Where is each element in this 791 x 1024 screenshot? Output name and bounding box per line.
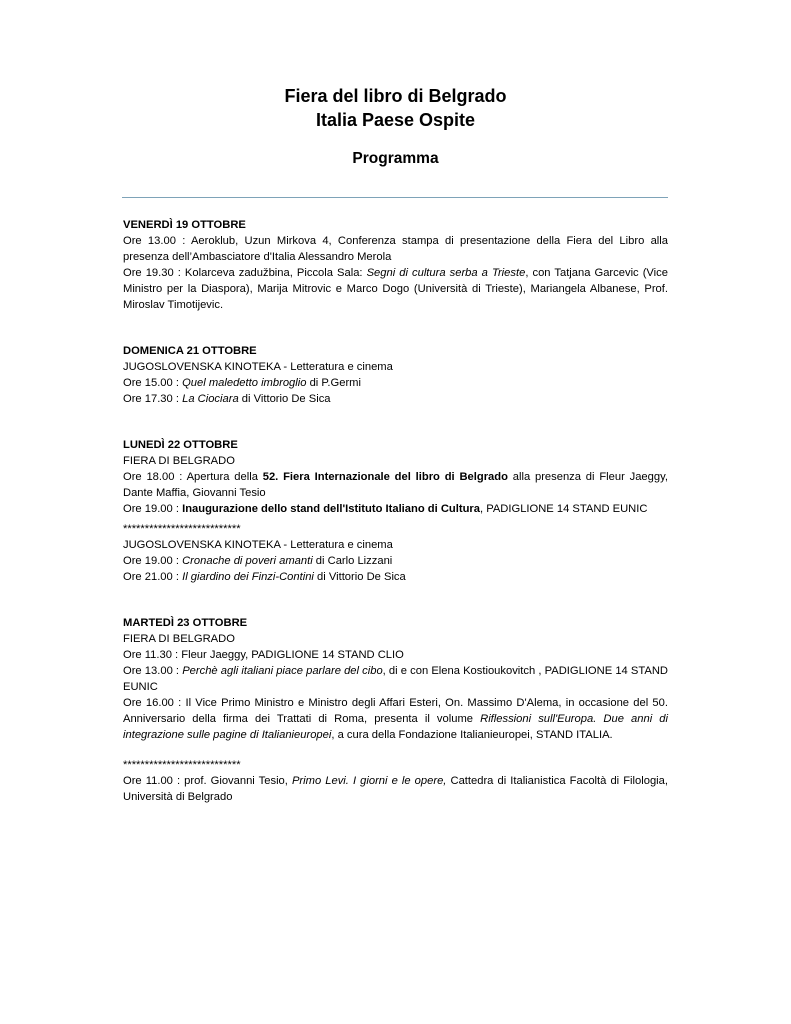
event-text: , PADIGLIONE 14 STAND EUNIC <box>480 503 648 515</box>
document-title-line-2: Italia Paese Ospite <box>315 110 476 130</box>
venue-label: FIERA DI BELGRADO <box>123 633 235 645</box>
day-heading: VENERDÌ 19 OTTOBRE <box>123 219 246 231</box>
day-heading: DOMENICA 21 OTTOBRE <box>123 345 257 357</box>
event-time: Ore 11.30 : <box>123 649 179 661</box>
event-entry <box>123 501 668 517</box>
event-time: Ore 19.30 : <box>123 267 181 279</box>
asterisk-divider: *************************** <box>123 523 241 535</box>
venue-label: FIERA DI BELGRADO <box>123 455 235 467</box>
event-title: Riflessioni sull'Europa. Due anni di integrazione sulle pagine di Italianieuropei <box>123 713 669 741</box>
day-section-venerdi <box>123 217 668 313</box>
event-time: Ore 17.30 : <box>123 393 183 405</box>
event-entry <box>123 695 668 743</box>
event-title: La Ciociara <box>182 393 239 405</box>
asterisk-divider: *************************** <box>123 759 241 771</box>
event-highlight: Inaugurazione dello stand dell'Istituto Italiano di Cultura <box>182 503 480 515</box>
event-text: , a cura della Fondazione Italianieuropei, STAND ITALIA. <box>331 729 613 741</box>
venue-label: JUGOSLOVENSKA KINOTEKA - Letteratura e cinema <box>123 361 393 373</box>
event-time: Ore 18.00 : <box>123 471 183 483</box>
event-highlight: 52. Fiera Internazionale del libro di Belgrado <box>262 471 508 483</box>
event-text: Fleur Jaeggy, PADIGLIONE 14 STAND CLIO <box>178 649 404 661</box>
event-text: di Vittorio De Sica <box>238 393 331 405</box>
event-text: Il Vice Primo Ministro e Ministro degli Affari Esteri, On. Massimo D'Alema, in occasione del 50. Anniversario della firma dei Trattati di Roma, presenta il volume <box>123 697 668 725</box>
event-entry <box>123 553 668 569</box>
event-time: Ore 11.00 : <box>123 775 181 787</box>
event-title: Primo Levi. I giorni e le opere, <box>291 775 447 787</box>
event-time: Ore 16.00 : <box>123 697 182 709</box>
event-text: Aeroklub, Uzun Mirkova 4, Conferenza stampa di presentazione della Fiera del Libro alla presenza dell’Ambasciatore d'Italia Alessandro Merola <box>123 235 668 263</box>
document-subtitle: Programma <box>352 150 439 167</box>
day-section-martedi <box>123 615 668 805</box>
event-entry <box>123 469 668 501</box>
event-text: Cattedra di Italianistica Facoltà di Filologia, Università di Belgrado <box>123 775 668 803</box>
event-entry <box>123 773 668 805</box>
day-heading: LUNEDÌ 22 OTTOBRE <box>123 439 238 451</box>
day-section-lunedi <box>123 437 668 585</box>
event-text: , di e con Elena Kostioukovitch , PADIGLIONE 14 STAND EUNIC <box>123 665 668 693</box>
event-text: di Vittorio De Sica <box>313 571 406 583</box>
event-entry <box>123 265 668 313</box>
event-entry <box>123 569 668 585</box>
event-text: prof. Giovanni Tesio, <box>180 775 292 787</box>
event-title: Quel maledetto imbroglio <box>182 377 307 389</box>
event-text: alla presenza di Fleur Jaeggy, Dante Maffia, Giovanni Tesio <box>123 471 668 499</box>
header-divider <box>122 197 668 198</box>
event-title: Segni di cultura serba a Trieste <box>366 267 526 279</box>
event-title: Cronache di poveri amanti <box>182 555 313 567</box>
event-time: Ore 13.00 : <box>123 235 186 247</box>
day-section-domenica <box>123 343 668 407</box>
event-text: Kolarceva zadužbina, Piccola Sala: <box>180 267 367 279</box>
event-entry <box>123 663 668 695</box>
programme-content <box>123 217 668 805</box>
event-text: di Carlo Lizzani <box>312 555 393 567</box>
event-title: Il giardino dei Finzi-Contini <box>182 571 314 583</box>
event-text: , con Tatjana Garcevic (Vice Ministro per la Diaspora), Marija Mitrovic e Marco Dogo (Università di Trieste), Mariangela Albanese, Prof. Miroslav Timotijevic. <box>123 267 668 311</box>
event-entry <box>123 233 668 265</box>
document-title: Fiera del libro di Belgrado <box>284 86 507 106</box>
event-text: di P.Germi <box>306 377 361 389</box>
event-title: Perchè agli italiani piace parlare del cibo <box>182 665 383 677</box>
event-entry <box>123 391 668 407</box>
event-time: Ore 13.00 : <box>123 665 183 677</box>
event-entry <box>123 375 668 391</box>
event-time: Ore 21.00 : <box>123 571 183 583</box>
event-entry <box>123 647 668 663</box>
event-time: Ore 15.00 : <box>123 377 183 389</box>
event-time: Ore 19.00 : <box>123 503 183 515</box>
event-time: Ore 19.00 : <box>123 555 183 567</box>
venue-label: JUGOSLOVENSKA KINOTEKA - Letteratura e cinema <box>123 539 393 551</box>
event-text: Apertura della <box>182 471 263 483</box>
day-heading: MARTEDÌ 23 OTTOBRE <box>123 617 248 629</box>
